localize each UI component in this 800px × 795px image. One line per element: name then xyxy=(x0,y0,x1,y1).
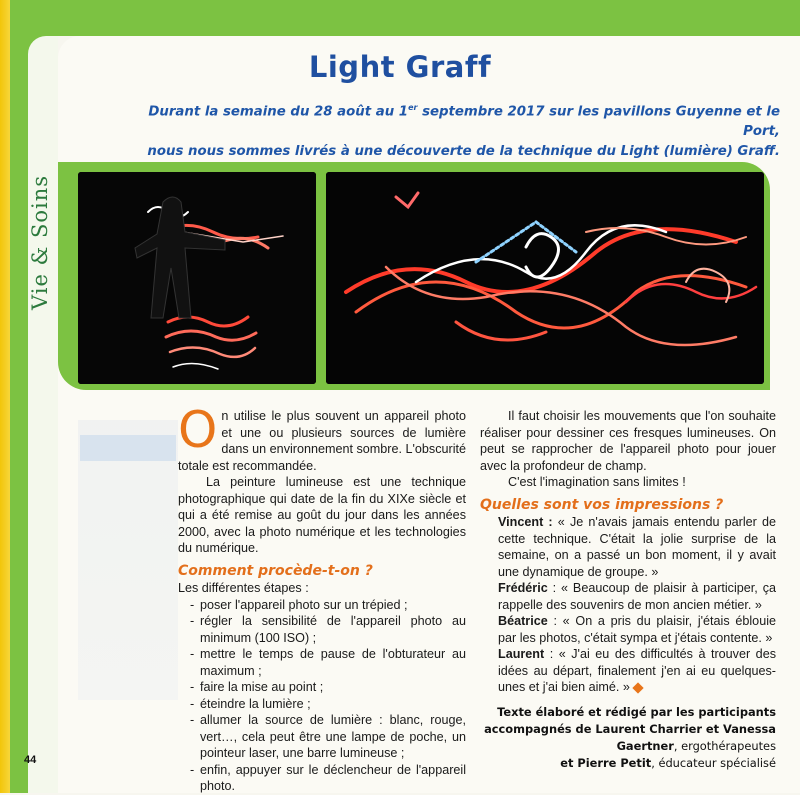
light-painting-trails-photo xyxy=(326,172,764,384)
paragraph-movements: Il faut choisir les mouvements que l'on souhaite réaliser pour dessiner ces fresques lumineuses. On peut se rapprocher de l'appareil photo pour jouer avec la profondeur de champ. xyxy=(480,409,776,473)
quote-text: : « Beaucoup de plaisir à participer, ça rappelle des souvenirs de mon ancien métier. » xyxy=(498,581,776,612)
section-label-main: Vie xyxy=(28,273,52,310)
section-label-amp: & xyxy=(28,245,52,266)
section-label-second: Soins xyxy=(28,174,52,238)
credit-block xyxy=(470,704,776,772)
top-green-frame xyxy=(0,0,800,36)
right-column xyxy=(480,408,776,696)
page-number: 44 xyxy=(24,754,37,766)
list-item: - régler la sensibilité de l'appareil photo au minimum (100 ISO) ; xyxy=(198,613,466,646)
light-painting-silhouette-photo xyxy=(78,172,316,384)
speaker-name: Laurent xyxy=(498,647,545,661)
credit-line4-rest: , éducateur spécialisé xyxy=(651,756,776,770)
intro-line2: nous nous sommes livrés à une découverte de la technique du Light (lumière) Graff. xyxy=(147,144,780,160)
subhead-how: Comment procède-t-on ? xyxy=(178,562,373,579)
list-item: - allumer la source de lumière : blanc, rouge, vert…, cela peut être une lampe de poche, un pointeur laser, une barre lumineuse ; xyxy=(198,712,466,762)
list-item: - faire la mise au point ; xyxy=(198,679,466,696)
article-intro xyxy=(140,98,780,162)
paragraph-1-text: n utilise le plus souvent un appareil photo et une ou plusieurs sources de lumière dans un environnement sombre. L'obscurité totale est recommandée. xyxy=(178,409,466,473)
intro-line1a: Durant la semaine du 28 août au 1 xyxy=(148,104,409,120)
steps-intro: Les différentes étapes : xyxy=(178,581,309,595)
paragraph-imagination: C'est l'imagination sans limites ! xyxy=(508,475,686,489)
intro-line1b: septembre 2017 sur les pavillons Guyenne et le Port, xyxy=(417,104,780,140)
section-title xyxy=(28,140,52,310)
quote-frederic xyxy=(480,580,776,613)
quote-text: « Je n'avais jamais entendu parler de cette technique. C'était la jolie surprise de la semaine, on a passé un bon moment, il y avait une dynamique de groupe. » xyxy=(498,515,776,579)
paragraph-2: La peinture lumineuse est une technique photographique qui date de la fin du XIXe siècle et qui a été remise au goût du jour dans les années 2000, avec la photo numérique et les technologies du numérique. xyxy=(178,475,466,555)
speaker-name: Vincent : xyxy=(498,515,553,529)
credit-line1: Texte élaboré et rédigé par les participants xyxy=(497,705,776,719)
bleed-through-band xyxy=(80,435,176,461)
list-item: - poser l'appareil photo sur un trépied ; xyxy=(198,597,466,614)
credit-line3-rest: , ergothérapeutes xyxy=(673,739,776,753)
subhead-impressions: Quelles sont vos impressions ? xyxy=(480,496,724,513)
intro-sup: er xyxy=(408,103,418,112)
quote-beatrice xyxy=(480,613,776,646)
end-diamond-icon xyxy=(632,682,643,693)
article-title: Light Graff xyxy=(308,50,492,84)
list-item: - enfin, appuyer sur le déclencheur de l'appareil photo. xyxy=(198,762,466,795)
credit-line3-bold: Gaertner xyxy=(616,739,674,753)
list-item: - éteindre la lumière ; xyxy=(198,696,466,713)
steps-list xyxy=(178,597,466,795)
quote-text: : « On a pris du plaisir, j'étais éblouie par les photos, c'était sympa et j'étais contente. » xyxy=(498,614,776,645)
paragraph-intro xyxy=(178,401,466,474)
left-column xyxy=(178,401,466,795)
list-item: - mettre le temps de pause de l'obturateur au maximum ; xyxy=(198,646,466,679)
bleed-through-panel xyxy=(78,420,178,700)
credit-line2: accompagnés de Laurent Charrier et Vanessa xyxy=(484,722,776,736)
dropcap: O xyxy=(178,401,218,459)
quote-vincent xyxy=(480,514,776,580)
quote-text: : « J'ai eu des difficultés à trouver des idées au départ, finalement j'en ai eu quelques-unes et j'ai bien aimé. » xyxy=(498,647,776,694)
yellow-page-edge xyxy=(0,0,10,793)
speaker-name: Frédéric xyxy=(498,581,548,595)
speaker-name: Béatrice xyxy=(498,614,548,628)
quote-laurent xyxy=(480,646,776,696)
credit-line4-bold: et Pierre Petit xyxy=(560,756,652,770)
